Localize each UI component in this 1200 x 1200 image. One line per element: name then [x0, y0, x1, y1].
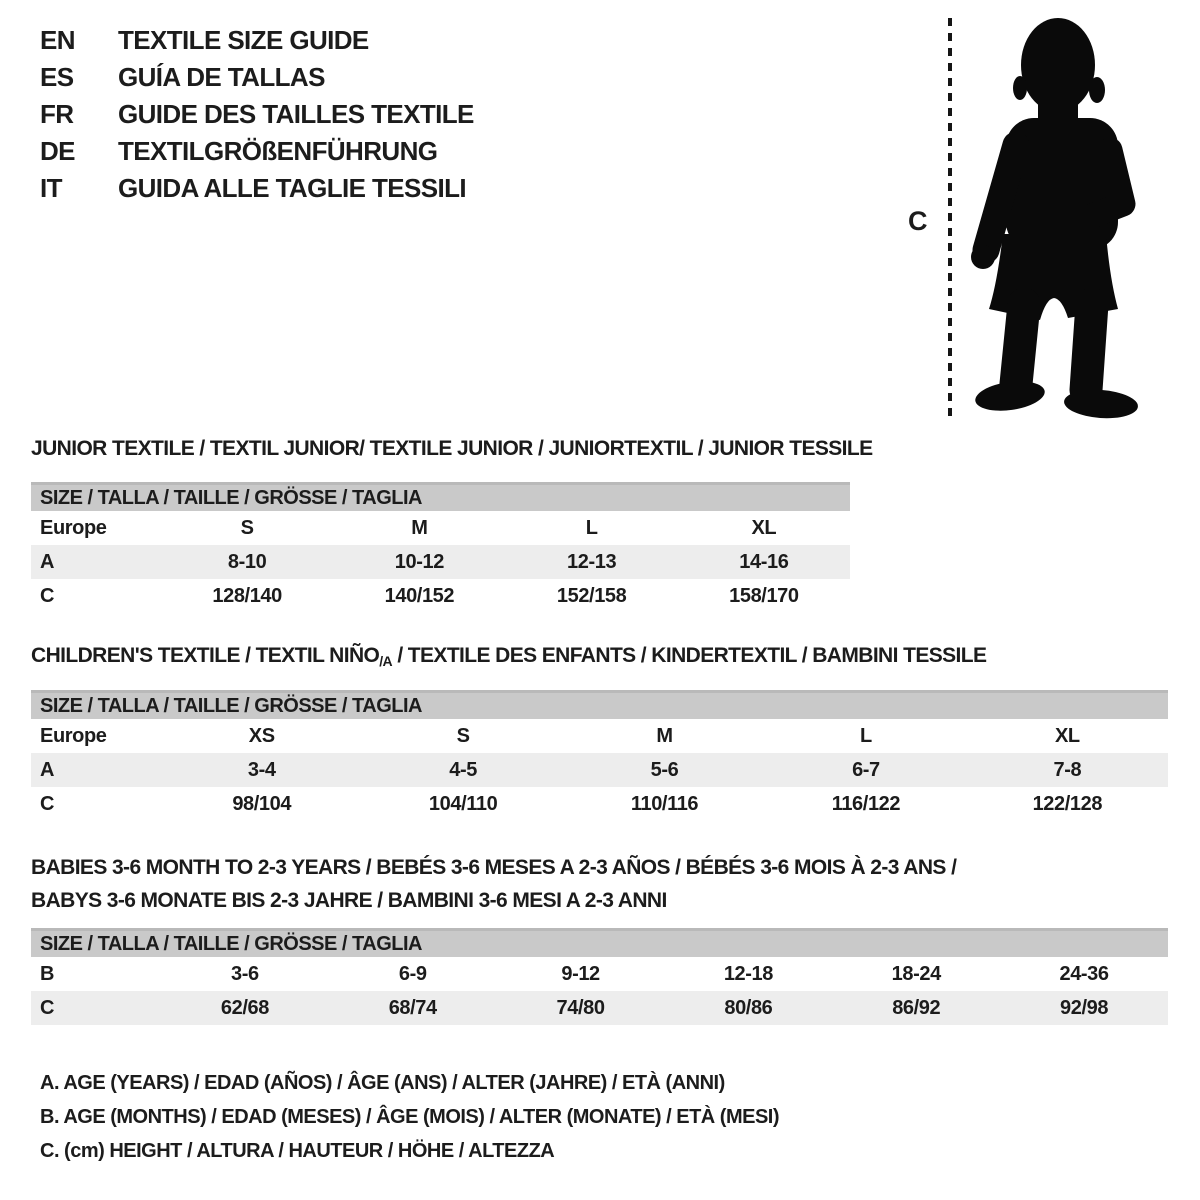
- language-title: GUIDE DES TAILLES TEXTILE: [118, 99, 474, 129]
- babies-section-title-line1: BABIES 3-6 MONTH TO 2-3 YEARS / BEBÉS 3-6 MESES A 2-3 AÑOS / BÉBÉS 3-6 MOIS À 2-3 ANS /: [31, 856, 957, 879]
- footnote-a: A. AGE (YEARS) / EDAD (AÑOS) / ÂGE (ANS) / ALTER (JAHRE) / ETÀ (ANNI): [40, 1071, 725, 1094]
- junior-size-table-header: SIZE / TALLA / TAILLE / GRÖSSE / TAGLIA: [31, 482, 850, 511]
- height-cell: 158/170: [729, 584, 799, 607]
- size-cell: XL: [1054, 724, 1080, 747]
- age-cell: 14-16: [739, 550, 789, 573]
- age-cell: 5-6: [650, 758, 679, 781]
- row-label: A: [40, 550, 55, 573]
- size-cell: L: [860, 724, 872, 747]
- language-title: TEXTILGRÖßENFÜHRUNG: [118, 136, 438, 166]
- table-row: [31, 957, 1168, 991]
- height-cell: 128/140: [212, 584, 282, 607]
- babies-section-title-line2: BABYS 3-6 MONATE BIS 2-3 JAHRE / BAMBINI 3-6 MESI A 2-3 ANNI: [31, 889, 667, 912]
- height-measure-label: C: [908, 206, 928, 236]
- row-label: C: [40, 996, 55, 1019]
- size-cell: M: [656, 724, 673, 747]
- age-cell: 18-24: [891, 962, 941, 985]
- language-row-es: [40, 59, 474, 96]
- height-cell: 110/116: [630, 792, 699, 815]
- age-cell: 6-7: [852, 758, 880, 781]
- babies-size-table: [31, 928, 1168, 1025]
- language-row-de: [40, 133, 474, 170]
- height-cell: 62/68: [220, 996, 269, 1019]
- table-row: [31, 511, 850, 545]
- language-code: DE: [40, 136, 75, 166]
- language-title-list: [40, 22, 474, 207]
- height-cell: 86/92: [892, 996, 941, 1019]
- row-label: A: [40, 758, 55, 781]
- age-cell: 8-10: [227, 550, 267, 573]
- age-cell: 24-36: [1059, 962, 1109, 985]
- language-title: GUIDA ALLE TAGLIE TESSILI: [118, 173, 467, 203]
- size-cell: S: [456, 724, 470, 747]
- children-title-part: CHILDREN'S TEXTILE / TEXTIL NIÑO: [31, 644, 380, 667]
- babies-size-table-header: SIZE / TALLA / TAILLE / GRÖSSE / TAGLIA: [31, 928, 1168, 957]
- table-row: [31, 579, 850, 613]
- language-title: TEXTILE SIZE GUIDE: [118, 25, 369, 55]
- language-title: GUÍA DE TALLAS: [118, 62, 325, 92]
- row-label: Europe: [40, 516, 107, 539]
- height-cell: 122/128: [1032, 792, 1103, 815]
- height-cell: 152/158: [556, 584, 627, 607]
- size-cell: XL: [751, 516, 777, 539]
- language-code: IT: [40, 173, 62, 203]
- language-row-fr: [40, 96, 474, 133]
- junior-section-title: JUNIOR TEXTILE / TEXTIL JUNIOR/ TEXTILE JUNIOR / JUNIORTEXTIL / JUNIOR TESSILE: [31, 437, 873, 460]
- row-label: C: [40, 792, 55, 815]
- size-cell: S: [240, 516, 254, 539]
- row-label: B: [40, 962, 55, 985]
- age-cell: 4-5: [449, 758, 477, 781]
- size-cell: XS: [248, 724, 275, 747]
- age-cell: 9-12: [561, 962, 600, 985]
- row-label: Europe: [40, 724, 107, 747]
- height-cell: 116/122: [831, 792, 901, 815]
- height-cell: 74/80: [556, 996, 605, 1019]
- table-row: [31, 787, 1168, 821]
- footnote-c: C. (cm) HEIGHT / ALTURA / HAUTEUR / HÖHE / ALTEZZA: [40, 1139, 555, 1162]
- children-title-part: / TEXTILE DES ENFANTS / KINDERTEXTIL / BAMBINI TESSILE: [392, 644, 987, 667]
- table-row: [31, 719, 1168, 753]
- age-cell: 10-12: [394, 550, 444, 573]
- language-code: EN: [40, 25, 75, 55]
- children-size-table: [31, 690, 1168, 821]
- row-label: C: [40, 584, 55, 607]
- toddler-silhouette-icon: [958, 12, 1158, 422]
- footnote-legend: [40, 1066, 779, 1168]
- language-row-en: [40, 22, 474, 59]
- age-cell: 7-8: [1053, 758, 1082, 781]
- age-cell: 12-18: [723, 962, 773, 985]
- children-title-subscript: /A: [379, 653, 393, 669]
- age-cell: 3-6: [231, 962, 259, 985]
- children-section-title: [31, 644, 986, 669]
- footnote-b: B. AGE (MONTHS) / EDAD (MESES) / ÂGE (MOIS) / ALTER (MONATE) / ETÀ (MESI): [40, 1105, 780, 1128]
- children-size-table-header: SIZE / TALLA / TAILLE / GRÖSSE / TAGLIA: [31, 690, 1168, 719]
- age-cell: 3-4: [247, 758, 276, 781]
- size-cell: L: [585, 516, 598, 539]
- height-cell: 92/98: [1060, 996, 1109, 1019]
- table-row: [31, 991, 1168, 1025]
- height-cell: 80/86: [724, 996, 773, 1019]
- age-cell: 12-13: [567, 550, 617, 573]
- table-row: [31, 753, 1168, 787]
- language-row-it: [40, 170, 474, 207]
- height-cell: 68/74: [388, 996, 437, 1019]
- language-code: FR: [40, 99, 74, 129]
- table-row: [31, 545, 850, 579]
- language-code: ES: [40, 62, 74, 92]
- size-cell: M: [411, 516, 428, 539]
- height-cell: 140/152: [384, 584, 455, 607]
- height-cell: 104/110: [428, 792, 498, 815]
- height-cell: 98/104: [232, 792, 292, 815]
- height-measure-line: [948, 18, 952, 418]
- age-cell: 6-9: [398, 962, 427, 985]
- junior-size-table: [31, 482, 850, 613]
